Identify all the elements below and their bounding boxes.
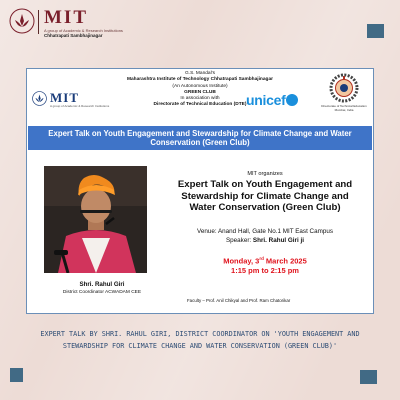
dte-logo-text: Directorate of Technical Education Mumbai, India — [321, 104, 367, 112]
event-venue: Venue: Anand Hall, Gate No.1 MIT East Campus — [196, 228, 334, 235]
faculty-credits: Faculty – Prof. Anil Chikyal and Prof. Ram Chatorikar — [187, 298, 291, 303]
site-logo-text[interactable]: MIT — [44, 7, 88, 28]
event-date-day: Monday, 3 — [223, 256, 260, 266]
event-title: Expert Talk on Youth Engagement and Stewardship for Climate Change and Water Conservation (Green Club) — [177, 179, 353, 214]
mit-logo-subtitle: A group of Academic & Research Institutions — [50, 104, 110, 108]
event-poster — [26, 68, 374, 314]
decorative-square — [367, 24, 384, 38]
mit-lotus-logo-icon — [32, 91, 47, 106]
decorative-square — [10, 368, 23, 382]
event-date-suffix: rd — [259, 256, 264, 261]
society-name: G.S. Mandal's — [185, 71, 215, 76]
club-name: GREEN CLUB — [184, 89, 216, 95]
speaker-name: Shri. Rahul Giri — [79, 281, 125, 288]
event-date — [170, 256, 360, 266]
site-logo-subtitle: A group of Academic & Research Institutions — [44, 28, 123, 33]
association-label: In association with — [180, 96, 220, 102]
speaker-role: District Coordinator ACWADAM CEE — [62, 290, 142, 295]
unicef-logo — [246, 93, 298, 107]
mit-logo-text: MIT — [50, 90, 79, 105]
decorative-square — [360, 370, 377, 384]
organizer-line: MIT organizes — [247, 171, 283, 177]
speaker-label: Speaker: — [225, 237, 253, 244]
speaker-name-inline: Shri. Rahul Giri ji — [252, 237, 305, 244]
event-title-banner: Expert Talk on Youth Engagement and Stewardship for Climate Change and Water Conservation (Green Club) — [28, 126, 372, 150]
institution-name: Maharashtra Institute of Technology Chhatrapati Sambhajinagar — [127, 77, 273, 83]
event-time: 1:15 pm to 2:15 pm — [231, 266, 299, 275]
site-logo-city: Chhatrapati Sambhajinagar — [44, 33, 103, 38]
logo-divider — [38, 10, 39, 34]
speaker-photo — [44, 166, 147, 273]
unicef-logo-text: unicef — [246, 92, 286, 108]
dte-emblem-icon — [329, 73, 359, 103]
unicef-globe-icon — [286, 94, 298, 106]
post-caption: EXPERT TALK BY SHRI. RAHUL GIRI, DISTRICT COORDINATOR ON 'YOUTH ENGAGEMENT AND STEWARDSHIP FOR CLIMATE CHANGE AND WATER CONSERVATION (GREEN CLUB)' — [40, 330, 360, 350]
event-date-rest: March 2025 — [263, 256, 307, 266]
mit-lotus-logo-icon[interactable] — [9, 8, 35, 34]
autonomous-label: (An Autonomous Institute) — [172, 83, 228, 89]
dte-name: Directorate of Technical Education (DTE) — [153, 102, 247, 108]
event-speaker — [170, 237, 360, 244]
